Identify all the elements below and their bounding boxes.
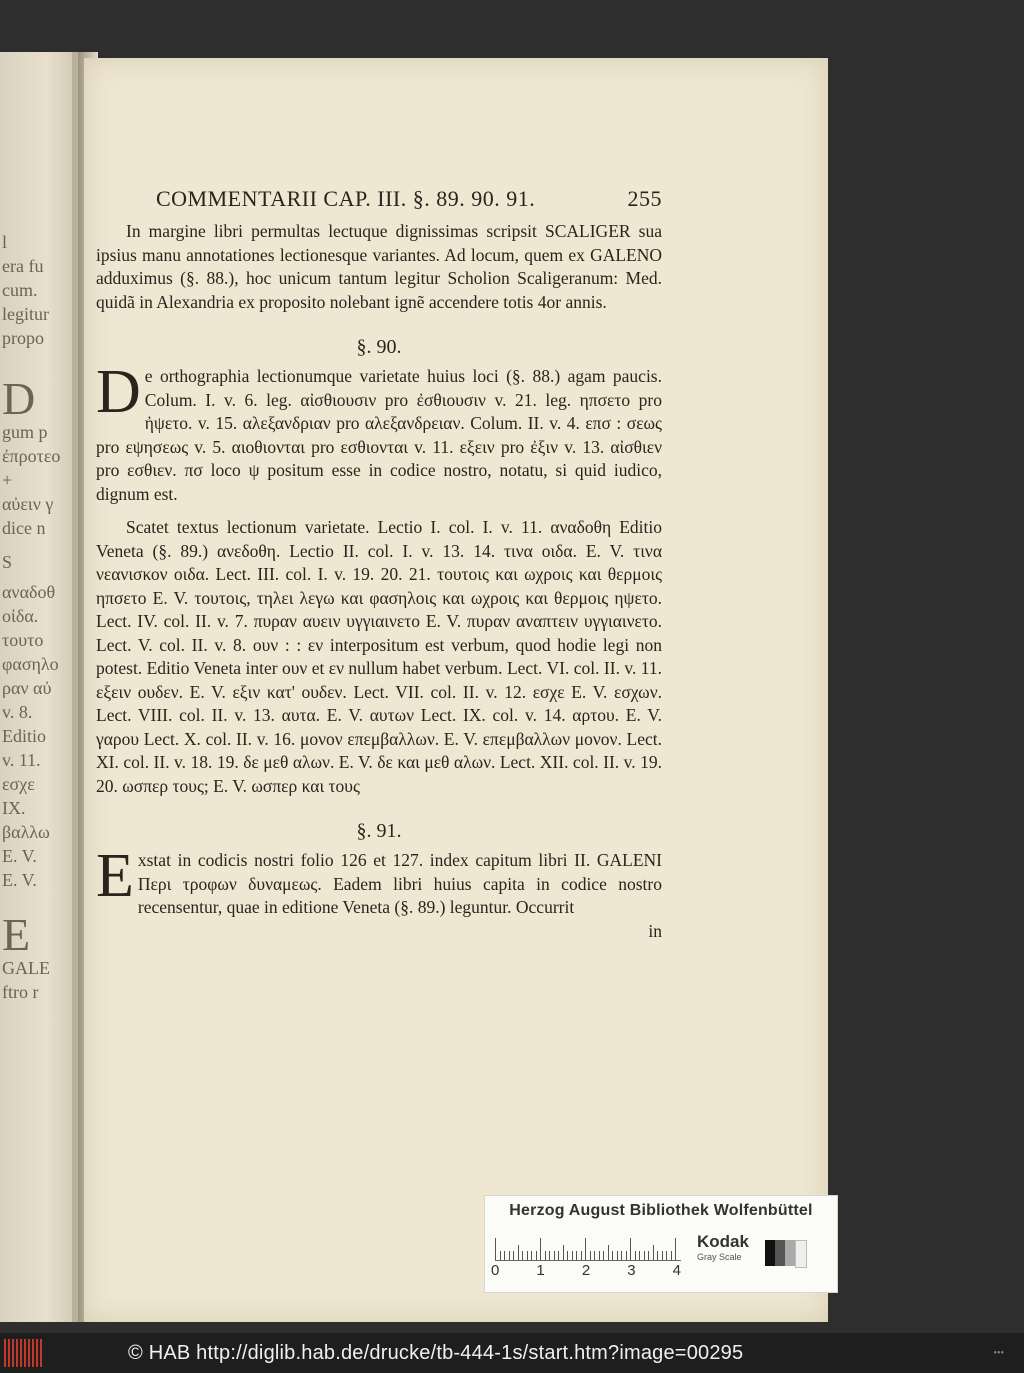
ruler-number: 4 (672, 1262, 681, 1279)
left-fragment: οἰδα. (2, 606, 39, 626)
catchword: in (648, 920, 662, 941)
section-heading-90: §. 90. (356, 336, 402, 358)
ruler-number: 2 (581, 1262, 591, 1279)
left-fragment: E. V. (2, 846, 37, 866)
left-fragment: E (2, 909, 31, 960)
left-fragment: propo (2, 328, 44, 348)
ruler-tick (585, 1238, 586, 1260)
copyright-url[interactable]: © HAB http://diglib.hab.de/drucke/tb-444-1s/start.htm?image=00295 (128, 1341, 744, 1364)
left-fragment: v. 8. (2, 702, 33, 722)
section-91 (96, 842, 662, 920)
ruler-number: 1 (536, 1262, 545, 1279)
ruler-tick (608, 1245, 609, 1260)
ruler-tick (662, 1251, 663, 1260)
left-fragment: l (2, 232, 8, 252)
ruler-tick (630, 1238, 631, 1260)
library-name: Herzog August Bibliothek Wolfenbüttel (509, 1202, 813, 1219)
section-90-text: e orthographia lectionumque varietate huius loci (§. 88.) agam paucis. Colum. I. v. 6. leg. αἰσθιουσιν pro ἐσθιουσιν v. 21. leg. ηπσετο pro ἠψετο. v. 15. αλεξανδριαν pro αλεξανδρειαν. Colum. II. v. 4. επσ : σεως pro εψησεως v. 5. αιοθιονται pro εσθιονται v. 11. εξειν pro ἐξιν v. 13. αἰσθιεν pro εσθιεν. πσ loco ψ positum esse in codice nostro, notatu, si quid iudico, dignum est. (96, 366, 662, 504)
scale-ruler (495, 1232, 681, 1261)
gray-chip (785, 1240, 795, 1266)
kodak-subtitle: Gray Scale (697, 1252, 742, 1262)
kodak-name: Kodak (697, 1232, 749, 1251)
ruler-tick (657, 1251, 658, 1260)
ruler-tick (675, 1238, 676, 1260)
ruler-tick (576, 1251, 577, 1260)
left-fragment: ἐπροτεο (2, 446, 61, 466)
ruler-numbers (491, 1262, 681, 1279)
section-90 (96, 358, 662, 506)
ruler-tick (549, 1251, 550, 1260)
ruler-tick (563, 1245, 564, 1260)
section-heading-91: §. 91. (356, 820, 402, 842)
ruler-tick (626, 1251, 627, 1260)
section-91-text: xstat in codicis nostri folio 126 et 127. index capitum libri II. GALENI Περι τροφων δυναμεως. Eadem libri huius capita in codice nostro recensentur, quae in editione Veneta (§. 89.) leguntur. Occurrit (137, 850, 662, 917)
left-fragment: αὐειν γ (2, 494, 54, 514)
ruler-tick (635, 1251, 636, 1260)
ruler-tick (671, 1251, 672, 1260)
left-fragment: Editio (2, 726, 46, 746)
ruler-tick (545, 1251, 546, 1260)
left-fragment: dice n (2, 518, 46, 538)
left-fragment: αναδοθ (2, 582, 56, 602)
ruler-tick (621, 1251, 622, 1260)
ruler-tick (639, 1251, 640, 1260)
ruler-tick (666, 1251, 667, 1260)
left-fragment: ραν αὐ (2, 678, 52, 698)
ruler-number: 3 (627, 1262, 636, 1279)
ruler-tick (572, 1251, 573, 1260)
left-fragment: βαλλω (2, 822, 50, 842)
ruler-tick (599, 1251, 600, 1260)
left-fragment: legitur (2, 304, 49, 324)
gray-scale-chips (765, 1240, 807, 1268)
ruler-tick (617, 1251, 618, 1260)
barcode-icon (4, 1339, 44, 1367)
left-fragment: E. V. (2, 870, 37, 890)
gray-chip (795, 1240, 807, 1268)
ruler-tick (527, 1251, 528, 1260)
intro-paragraph: In margine libri permultas lectuque dignissimas scripsit SCALIGER sua ipsius manu annotationes lectionesque variantes. Ad locum, quem ex GALENO adduximus (§. 88.), hoc unicum tantum legitur Scholion Scaligeranum: Med. quidã in Alexandria ex proposito nolebant ignẽ accendere totis 4or annis. (96, 221, 662, 312)
ruler-tick (581, 1251, 582, 1260)
left-fragment: cum. (2, 280, 38, 300)
gray-chip (775, 1240, 785, 1266)
ruler-tick (495, 1238, 496, 1260)
ruler-tick (567, 1251, 568, 1260)
page-text (96, 186, 662, 943)
ruler-tick (590, 1251, 591, 1260)
ruler-tick (594, 1251, 595, 1260)
left-fragment: GALE (2, 958, 50, 978)
left-fragment: S (2, 552, 13, 572)
left-fragment: D (2, 373, 36, 424)
left-fragment: v. 11. (2, 750, 41, 770)
left-fragment: IX. (2, 798, 26, 818)
ruler-tick (653, 1245, 654, 1260)
ruler-tick (648, 1251, 649, 1260)
left-fragment: εσχε (2, 774, 35, 794)
ruler-number: 0 (491, 1262, 500, 1279)
ruler-tick (522, 1251, 523, 1260)
color-target-card (484, 1195, 838, 1293)
ruler-tick (612, 1251, 613, 1260)
ruler-tick (558, 1251, 559, 1260)
page-number: 255 (627, 186, 662, 211)
ruler-tick (518, 1245, 519, 1260)
left-fragment: gum p (2, 422, 48, 442)
ruler-tick (504, 1251, 505, 1260)
ruler-tick (644, 1251, 645, 1260)
left-fragment: ftro r (2, 982, 39, 1002)
variants-paragraph: Scatet textus lectionum varietate. Lectio I. col. I. v. 11. αναδοθη Editio Veneta (§. 89.) ανεδοθη. Lectio II. col. I. v. 13. 14. τινα οιδα. E. V. τινα νεανισκον οιδα. Lect. III. col. I. v. 19. 20. 21. τουτοις και ωχροις και θερμοις ηπσετο E. V. τουτοις, τηλει λεγω και φασηλοις και ωχροις και θερμοις ηψετο. Lect. IV. col. II. v. 7. πυραν αυειν υγγιαινετο E. V. πυραν αναπτειν υγγιαινετο. Lect. V. col. II. v. 8. ουν : : εν interpositum est verbum, quod hodie legi non potest. Editio Veneta inter ουν et εν nullum habet verbum. Lect. VI. col. II. v. 11. εξειν ουδεν. E. V. εξιν κατ' ουδεν. Lect. VII. col. II. v. 12. εσχε E. V. εσχων. Lect. VIII. col. II. v. 13. αυτα. E. V. αυτων Lect. IX. col. v. 14. αρτου. E. V. γαρου Lect. X. col. II. v. 16. μονον επεμβαλλων. E. V. επεμβαλλων μονον. Lect. XI. col. II. v. 18. 19. δε μεθ αλων. E. V. δε και μεθ αλων. Lect. XII. col. II. v. 19. 20. ωσπερ τους; E. V. ωσπερ και τους (96, 517, 662, 796)
ruler-tick (531, 1251, 532, 1260)
ruler-tick (540, 1238, 541, 1260)
ruler-tick (500, 1251, 501, 1260)
left-fragment: φασηλο (2, 654, 59, 674)
ruler-tick (554, 1251, 555, 1260)
left-fragment: τουτο (2, 630, 44, 650)
left-fragment: era fu (2, 256, 44, 276)
ruler-tick (513, 1251, 514, 1260)
ruler-tick (536, 1251, 537, 1260)
more-dots-icon: ••• (993, 1347, 1004, 1359)
footer-bar (0, 1333, 1024, 1373)
ruler-tick (603, 1251, 604, 1260)
kodak-label (697, 1232, 749, 1262)
drop-cap: D (96, 358, 141, 426)
left-page-edge (0, 52, 78, 1322)
drop-cap: E (96, 842, 134, 910)
running-title: COMMENTARII CAP. III. §. 89. 90. 91. (156, 186, 536, 211)
ruler-tick (509, 1251, 510, 1260)
gray-chip (765, 1240, 775, 1266)
left-fragment: + (2, 470, 13, 490)
running-header (156, 186, 662, 212)
